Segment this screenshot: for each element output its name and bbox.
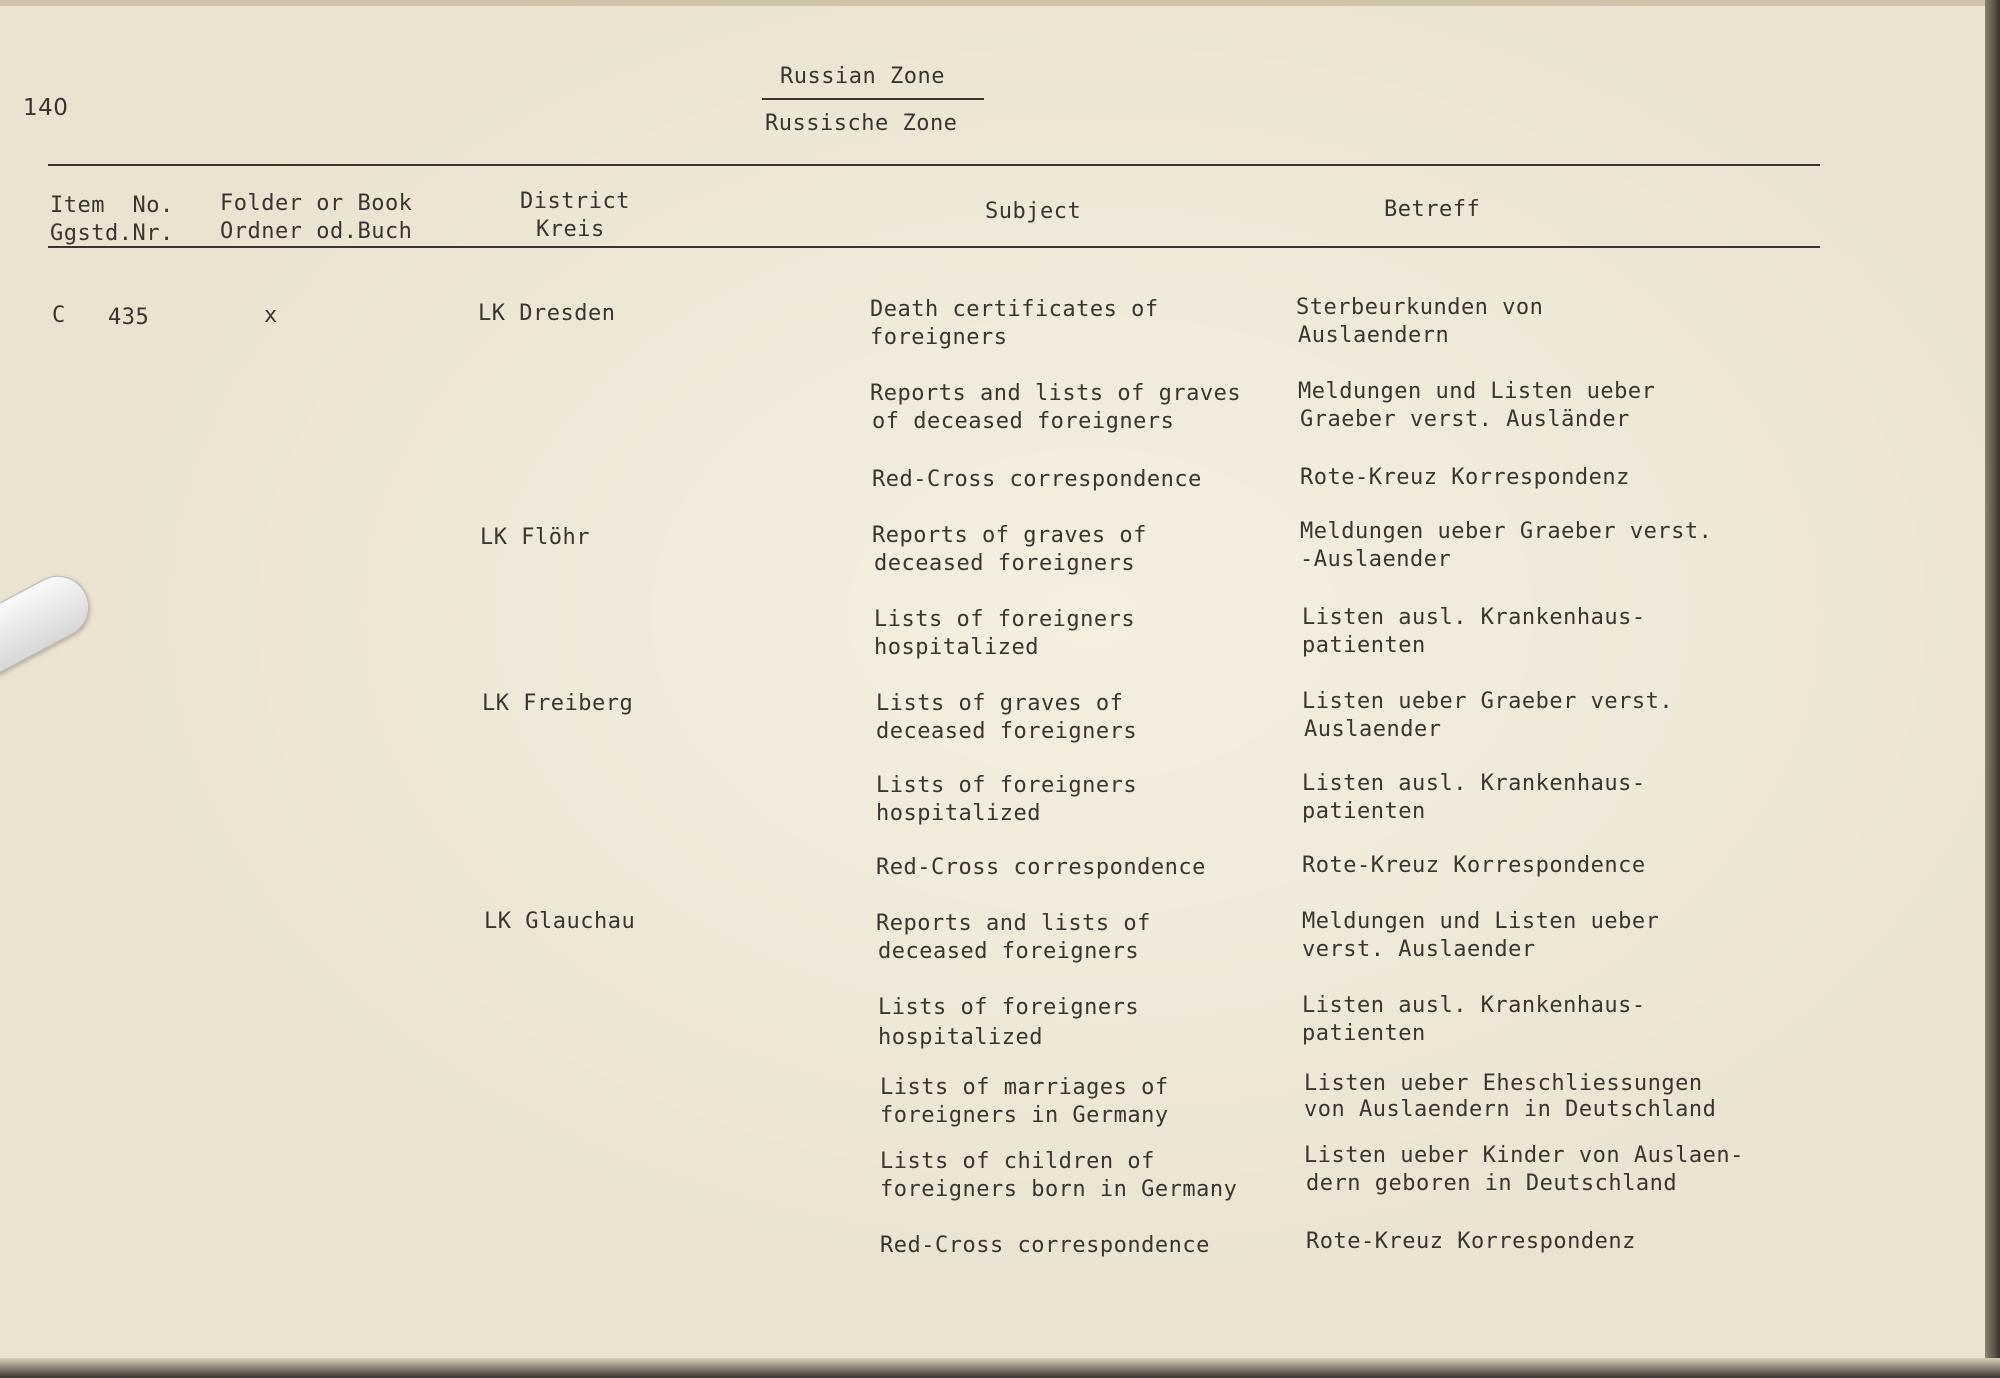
table-header-rule (48, 246, 1820, 248)
betreff-line: Listen ausl. Krankenhaus- (1302, 771, 1646, 796)
betreff-line: dern geboren in Deutschland (1306, 1171, 1678, 1196)
subject-line: Death certificates of (870, 297, 1159, 322)
district-floehr: LK Flöhr (480, 525, 590, 550)
subject-line: Lists of children of (880, 1149, 1155, 1174)
subject-line: Lists of foreigners (876, 773, 1138, 798)
header-item-number-german: Ggstd.Nr. (50, 221, 174, 246)
header-folder-or-book-german: Ordner od.Buch (220, 219, 413, 244)
zone-title-english: Russian Zone (780, 64, 945, 89)
subject-line: deceased foreigners (876, 719, 1138, 744)
betreff-line: Graeber verst. Ausländer (1300, 407, 1630, 432)
subject-line: Reports and lists of (876, 911, 1151, 936)
subject-line: deceased foreigners (874, 551, 1136, 576)
subject-line: hospitalized (874, 635, 1039, 660)
header-folder-or-book: Folder or Book (220, 191, 413, 216)
header-item-number: Item No. (50, 193, 174, 218)
subject-line: deceased foreigners (878, 939, 1140, 964)
page-bottom-edge (0, 1358, 2000, 1378)
subject-line: Lists of foreigners (878, 995, 1140, 1020)
table-top-rule (48, 164, 1820, 166)
betreff-line: Meldungen und Listen ueber (1298, 379, 1656, 404)
betreff-line: Meldungen ueber Graeber verst. (1300, 519, 1713, 544)
betreff-line: patienten (1302, 633, 1426, 658)
betreff-line: verst. Auslaender (1302, 937, 1536, 962)
betreff-line: -Auslaender (1300, 547, 1452, 572)
betreff-line: Listen ueber Kinder von Auslaen- (1304, 1143, 1744, 1168)
district-glauchau: LK Glauchau (484, 909, 636, 934)
item-number: 435 (108, 305, 150, 330)
document-page (0, 6, 1985, 1358)
betreff-line: Rote-Kreuz Korrespondence (1302, 853, 1646, 878)
betreff-line: Listen ueber Graeber verst. (1302, 689, 1674, 714)
subject-line: Reports of graves of (872, 523, 1147, 548)
subject-line: of deceased foreigners (872, 409, 1175, 434)
subject-line: Lists of graves of (876, 691, 1124, 716)
item-letter: C (52, 303, 66, 328)
betreff-line: von Auslaendern in Deutschland (1304, 1097, 1717, 1122)
page-right-edge (1985, 0, 2000, 1378)
betreff-line: Meldungen und Listen ueber (1302, 909, 1660, 934)
betreff-line: Listen ausl. Krankenhaus- (1302, 605, 1646, 630)
subject-line: foreigners (870, 325, 1008, 350)
betreff-line: Listen ausl. Krankenhaus- (1302, 993, 1646, 1018)
page-number: 140 (23, 95, 69, 121)
header-subject: Subject (985, 199, 1082, 224)
subject-line: hospitalized (878, 1025, 1043, 1050)
subject-line: Red-Cross correspondence (872, 467, 1202, 492)
district-freiberg: LK Freiberg (482, 691, 634, 716)
betreff-line: Listen ueber Eheschliessungen (1304, 1071, 1703, 1096)
betreff-line: patienten (1302, 799, 1426, 824)
header-district-german: Kreis (536, 217, 605, 242)
subject-line: Red-Cross correspondence (880, 1233, 1210, 1258)
betreff-line: patienten (1302, 1021, 1426, 1046)
subject-line: Lists of foreigners (874, 607, 1136, 632)
folder-mark: x (264, 303, 278, 328)
header-betreff: Betreff (1384, 197, 1481, 222)
zone-title-divider (762, 98, 984, 100)
betreff-line: Rote-Kreuz Korrespondenz (1306, 1229, 1636, 1254)
district-dresden: LK Dresden (478, 301, 616, 326)
header-district: District (520, 189, 630, 214)
betreff-line: Rote-Kreuz Korrespondenz (1300, 465, 1630, 490)
subject-line: Lists of marriages of (880, 1075, 1169, 1100)
subject-line: foreigners born in Germany (880, 1177, 1238, 1202)
subject-line: Reports and lists of graves (870, 381, 1242, 406)
subject-line: Red-Cross correspondence (876, 855, 1206, 880)
zone-title-german: Russische Zone (765, 111, 958, 136)
subject-line: foreigners in Germany (880, 1103, 1169, 1128)
subject-line: hospitalized (876, 801, 1041, 826)
betreff-line: Auslaendern (1298, 323, 1450, 348)
betreff-line: Sterbeurkunden von (1296, 295, 1544, 320)
betreff-line: Auslaender (1304, 717, 1442, 742)
